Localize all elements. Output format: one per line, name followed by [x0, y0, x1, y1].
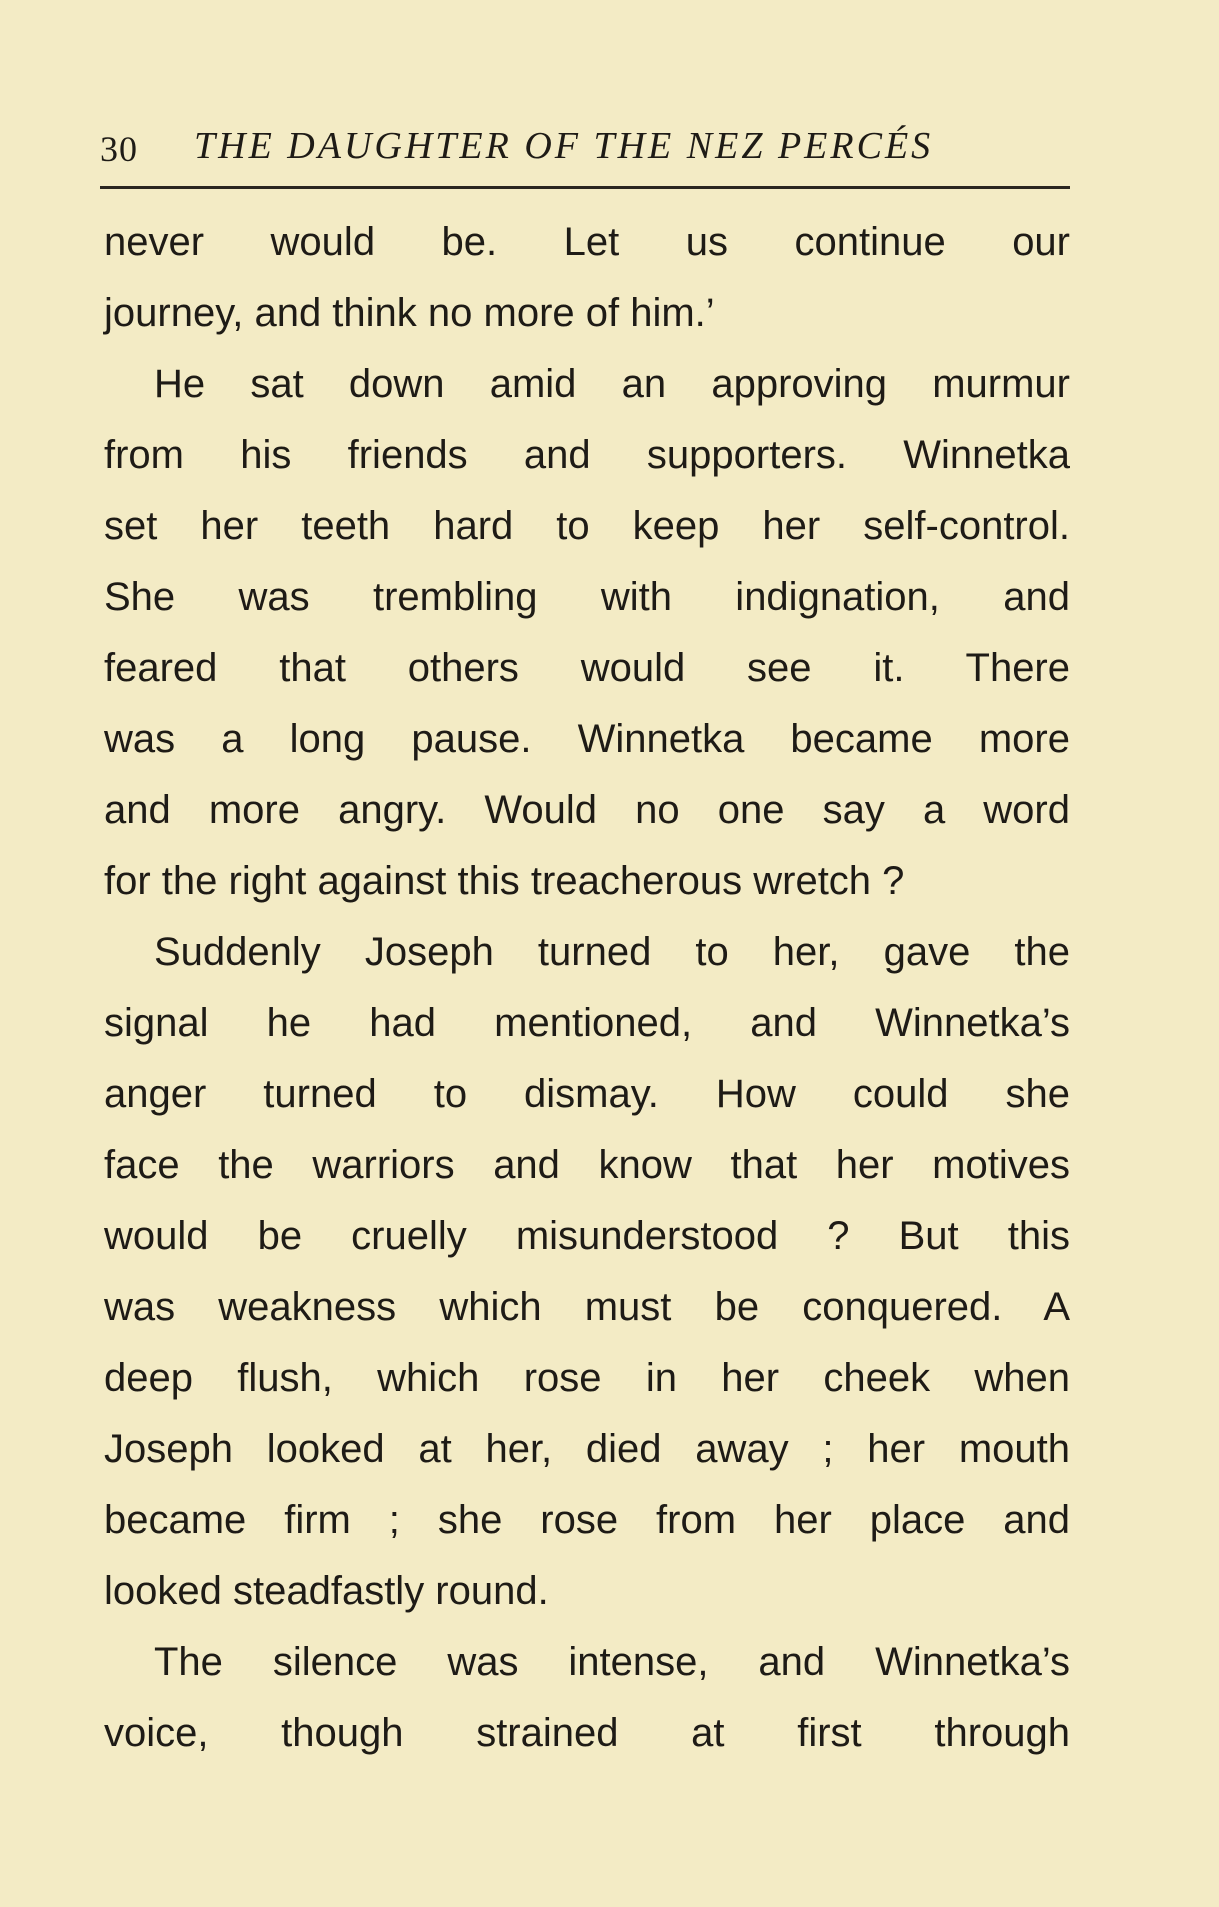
- text-line: looked steadfastly round.: [104, 1569, 549, 1613]
- text-line: voice, though strained at first through: [104, 1711, 1070, 1755]
- text-line: Suddenly Joseph turned to her, gave the: [154, 930, 1070, 974]
- text-line: deep flush, which rose in her cheek when: [104, 1356, 1070, 1400]
- text-line: never would be. Let us continue our: [104, 220, 1070, 264]
- page-number: 30: [100, 129, 138, 169]
- text-line: for the right against this treacherous wretch ?: [104, 859, 905, 903]
- page-header: [100, 120, 1070, 180]
- text-line: feared that others would see it. There: [104, 646, 1070, 690]
- text-line: and more angry. Would no one say a word: [104, 788, 1070, 832]
- text-line: Joseph looked at her, died away ; her mouth: [104, 1427, 1070, 1471]
- text-line: signal he had mentioned, and Winnetka’s: [104, 1001, 1070, 1045]
- text-line: was a long pause. Winnetka became more: [104, 717, 1070, 761]
- running-title: THE DAUGHTER OF THE NEZ PERCÉS: [194, 125, 934, 167]
- body-text: [104, 214, 1070, 1776]
- text-line: The silence was intense, and Winnetka’s: [154, 1640, 1070, 1684]
- text-line: He sat down amid an approving murmur: [154, 362, 1070, 406]
- text-line: She was trembling with indignation, and: [104, 575, 1070, 619]
- text-line: from his friends and supporters. Winnetka: [104, 433, 1070, 477]
- text-line: became firm ; she rose from her place and: [104, 1498, 1070, 1542]
- text-line: would be cruelly misunderstood ? But this: [104, 1214, 1070, 1258]
- text-line: was weakness which must be conquered. A: [104, 1285, 1070, 1329]
- text-line: face the warriors and know that her motives: [104, 1143, 1070, 1187]
- text-line: journey, and think no more of him.’: [104, 291, 715, 335]
- header-rule: [100, 186, 1070, 189]
- text-line: set her teeth hard to keep her self-control.: [104, 504, 1070, 548]
- text-line: anger turned to dismay. How could she: [104, 1072, 1070, 1116]
